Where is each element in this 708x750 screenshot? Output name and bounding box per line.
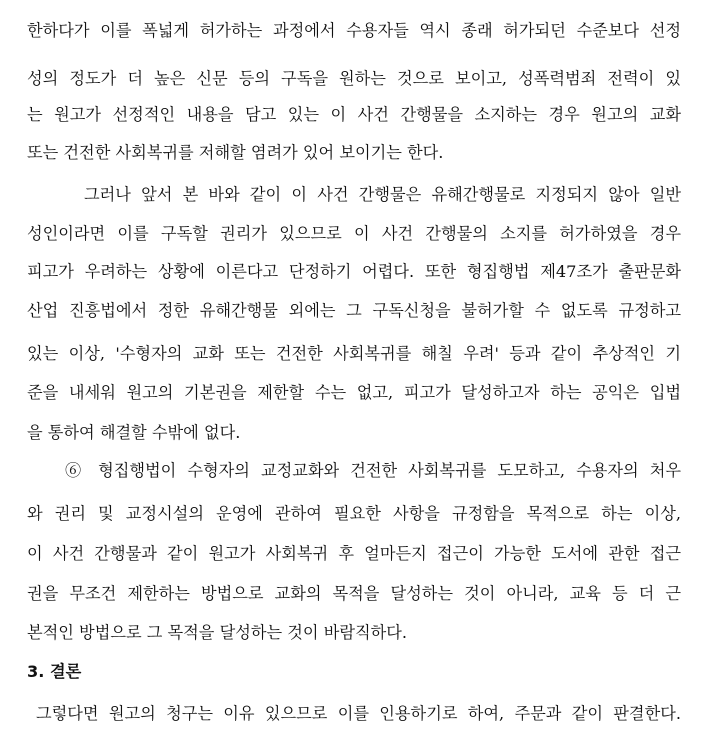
conclusion-line: 그렇다면 원고의 청구는 이유 있으므로 이를 인용하기로 하여, 주문과 같이 판결한다. [36,704,681,723]
paragraph-3-line-3: 이 사건 간행물과 같이 원고가 사회복귀 후 얼마든지 접근이 가능한 도서에 관한 접근 [27,544,681,563]
paragraph-1-line-4: 또는 건전한 사회복귀를 저해할 염려가 있어 보이기는 한다. [27,143,444,162]
paragraph-2-line-2: 성인이라면 이를 구독할 권리가 있으므로 이 사건 간행물의 소지를 허가하였을 경우 [27,224,681,243]
paragraph-3-line-4: 권을 무조건 제한하는 방법으로 교화의 목적을 달성하는 것이 아니라, 교육 등 더 근 [27,584,681,603]
paragraph-2-line-7: 을 통하여 해결할 수밖에 없다. [27,423,241,442]
paragraph-2-line-1: 그러나 앞서 본 바와 같이 이 사건 간행물은 유해간행물로 지정되지 않아 일반 [84,185,681,204]
section-heading: 3. 결론 [27,662,82,681]
paragraph-1-line-3: 는 원고가 선정적인 내용을 담고 있는 이 사건 간행물을 소지하는 경우 원고의 교화 [27,105,681,124]
paragraph-2-line-5: 있는 이상, '수형자의 교화 또는 건전한 사회복귀를 해칠 우려' 등과 같이 추상적인 기 [27,344,681,363]
paragraph-3-line-5: 본적인 방법으로 그 목적을 달성하는 것이 바람직하다. [27,623,408,642]
paragraph-1-line-2: 성의 정도가 더 높은 신문 등의 구독을 원하는 것으로 보이고, 성폭력범죄 전력이 있 [27,69,681,88]
paragraph-2-line-3: 피고가 우려하는 상황에 이른다고 단정하기 어렵다. 또한 형집행법 제47조가 출판문화 [27,262,681,281]
paragraph-1-line-1: 한하다가 이를 폭넓게 허가하는 과정에서 수용자들 역시 종래 허가되던 수준보다 선정 [27,21,681,40]
paragraph-3-line-2: 와 권리 및 교정시설의 운영에 관하여 필요한 사항을 규정함을 목적으로 하는 이상, [27,504,681,523]
paragraph-2-line-6: 준을 내세워 원고의 기본권을 제한할 수는 없고, 피고가 달성하고자 하는 공익은 입법 [27,383,681,402]
paragraph-3-line-1: ⑥ 형집행법이 수형자의 교정교화와 건전한 사회복귀를 도모하고, 수용자의 처우 [65,461,681,480]
paragraph-2-line-4: 산업 진흥법에서 정한 유해간행물 외에는 그 구독신청을 불허가할 수 없도록 규정하고 [27,301,681,320]
